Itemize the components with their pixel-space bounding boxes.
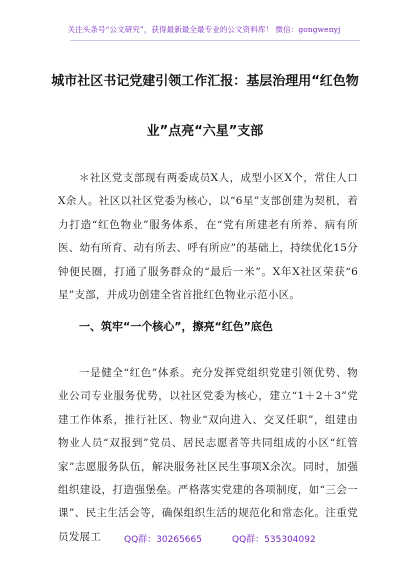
document-title-line-2: 业”点亮“六星”支部 — [146, 124, 264, 139]
document-title-line-1: 城市社区书记党建引领工作汇报：基层治理用“红色物 — [51, 74, 359, 89]
intro-paragraph: ＊社区党支部现有两委成员X人，成型小区X个，常住人口X余人。社区以社区党委为核心，以“6星”支部创建为契机，着力打造“红色物业”服务体系，在“党有所建老有所养、病有所医、幼有所育、动有所去、呼有所应”的基础上，持续优化15分钟便民圈，打通了服务群众的“最后一米”。X年X社区荣获“6星”支部，并成功创建全省首批红色物业示范小区。 — [58, 172, 358, 302]
header-banner: 关注头条号“公文研究”，获得最新最全最专业的公文资料库！ 微信：gongwenyj — [67, 25, 341, 34]
footer-qq-group-1: QQ群：30265665 — [124, 535, 202, 545]
footer — [0, 532, 408, 546]
header-divider — [70, 40, 360, 41]
footer-qq-group-2: QQ群：535304092 — [232, 535, 316, 545]
body-paragraph: 一是健全“红色”体系。充分发挥党组织党建引领优势、物业公司专业服务优势，以社区党委为核心，建立“1＋2＋3”党建工作体系，推行社区、物业“双向进入、交叉任职”，组建由物业人员“双报到”党员、居民志愿者等共同组成的小区“红管家”志愿服务队伍，解决服务社区民生事项X余次。同时，加强组织建设，打造强堡垒。严格落实党建的各项制度，如“三会一课”、民主生活会等，确保组织生活的规范化和常态化。注重党员发展工 — [58, 367, 358, 543]
section-heading: 一、筑牢“一个核心”，擦亮“红色”底色 — [79, 320, 273, 333]
